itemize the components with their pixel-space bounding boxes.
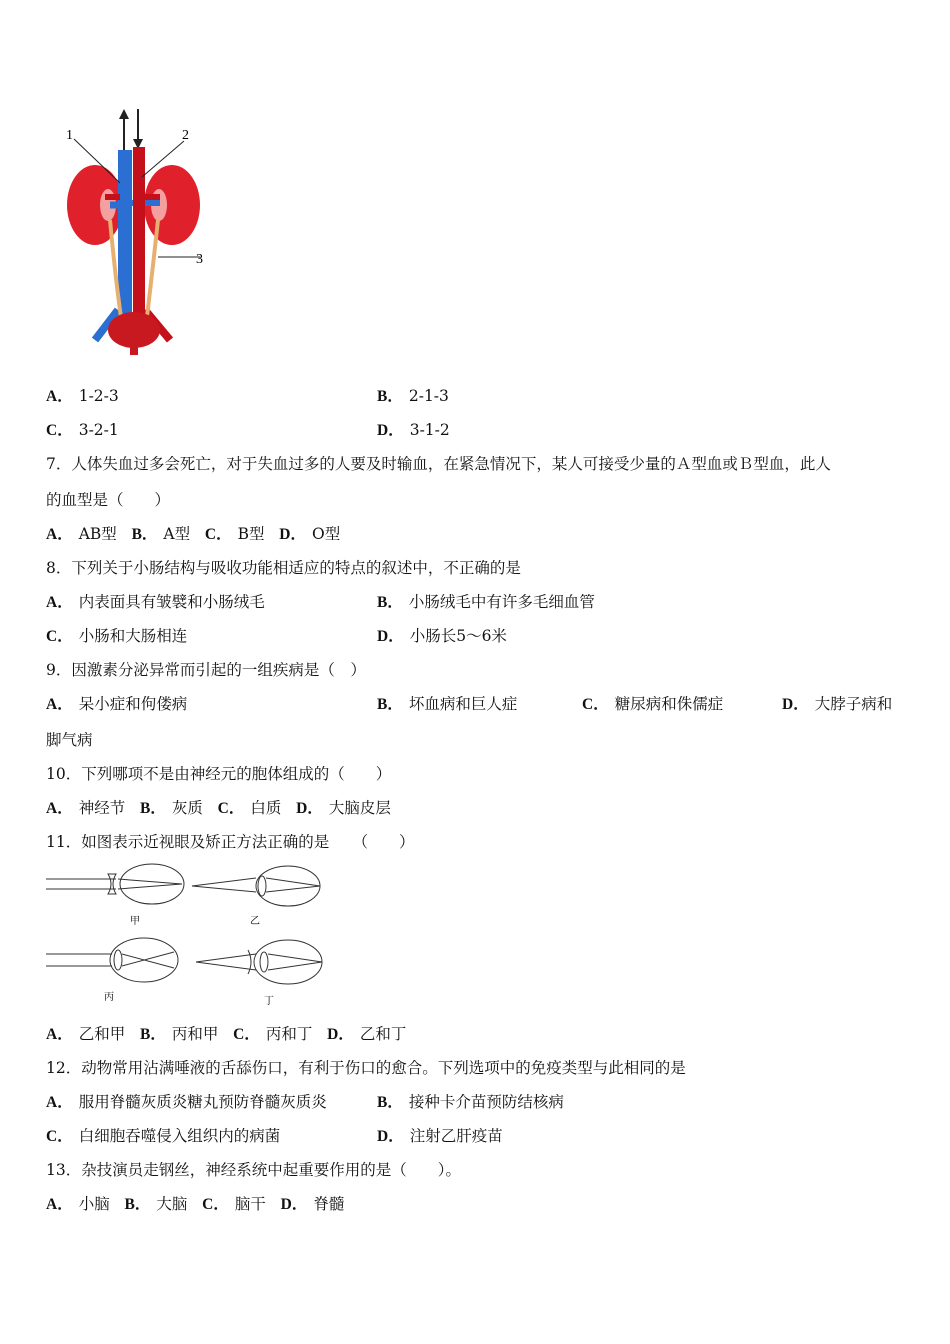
figure-label-1: 1: [66, 128, 73, 143]
q13-option-b[interactable]: B． 大脑: [124, 1195, 188, 1213]
q8-option-d[interactable]: D． 小肠长5～6米: [377, 627, 507, 645]
q11-option-b[interactable]: B． 丙和甲: [140, 1025, 219, 1043]
eye-label-ding: 丁: [264, 996, 274, 1007]
q9-stem: 9．因激素分泌异常而引起的一组疾病是（ ）: [46, 661, 366, 679]
eye-label-bing: 丙: [104, 992, 114, 1003]
q8-option-c[interactable]: C． 小肠和大肠相连: [46, 627, 188, 645]
q10-option-a[interactable]: A． 神经节: [46, 799, 126, 817]
q12-option-a[interactable]: A． 服用脊髓灰质炎糖丸预防脊髓灰质炎: [46, 1093, 327, 1111]
q9-option-a[interactable]: A． 呆小症和佝偻病: [46, 695, 188, 713]
q12-stem: 12．动物常用沾满唾液的舌舔伤口，有利于伤口的愈合。下列选项中的免疫类型与此相同的是: [46, 1059, 686, 1077]
q11-option-a[interactable]: A． 乙和甲: [46, 1025, 126, 1043]
option-key: D．: [377, 422, 404, 439]
eye-diagram-yi: [192, 866, 320, 927]
q11-stem: 11．如图表示近视眼及矫正方法正确的是 （ ）: [46, 833, 415, 851]
q11-option-d[interactable]: D． 乙和丁: [327, 1025, 407, 1043]
option-text: 1-2-3: [78, 387, 119, 405]
q7-option-b[interactable]: B． A型: [131, 525, 191, 543]
option-text: 3-2-1: [78, 421, 119, 439]
q13-options: [46, 1194, 344, 1215]
q12-option-b[interactable]: B． 接种卡介苗预防结核病: [377, 1093, 564, 1111]
q13-option-d[interactable]: D． 脊髓: [280, 1195, 345, 1213]
q7-option-c[interactable]: C． B型: [204, 525, 265, 543]
eye-diagram-ding: [196, 940, 322, 1007]
q9-option-b[interactable]: B． 坏血病和巨人症: [377, 695, 518, 713]
eye-diagram-jia: [46, 864, 184, 927]
eye-diagram-bing: [46, 938, 178, 1003]
q8-stem: 8．下列关于小肠结构与吸收功能相适应的特点的叙述中，不正确的是: [46, 559, 521, 577]
q13-option-a[interactable]: A． 小脑: [46, 1195, 110, 1213]
q9-option-d[interactable]: D． 大脖子病和: [782, 695, 893, 713]
q10-option-d[interactable]: D． 大脑皮层: [296, 799, 391, 817]
option-key: A．: [46, 388, 73, 405]
q6-option-d[interactable]: [377, 420, 450, 441]
q10-option-c[interactable]: C． 白质: [217, 799, 282, 817]
eye-diagrams-figure: [44, 862, 334, 1012]
q7-option-a[interactable]: A． AB型: [46, 525, 117, 543]
q7-options: [46, 524, 340, 545]
q13-stem: 13．杂技演员走钢丝，神经系统中起重要作用的是（ ）。: [46, 1161, 461, 1179]
q8-option-b[interactable]: B． 小肠绒毛中有许多毛细血管: [377, 593, 595, 611]
q8-option-a[interactable]: A． 内表面具有皱襞和小肠绒毛: [46, 593, 265, 611]
q7-stem-line1: 7．人体失血过多会死亡，对于失血过多的人要及时输血，在紧急情况下，某人可接受少量的Ａ型血或Ｂ型血，此人: [46, 455, 831, 473]
q10-options: [46, 798, 391, 819]
urinary-system-figure: [60, 105, 220, 365]
q7-option-d[interactable]: D． O型: [279, 525, 341, 543]
option-key: C．: [46, 422, 73, 439]
eye-label-jia: 甲: [130, 916, 140, 927]
q7-stem-line2: 的血型是（ ）: [46, 491, 171, 509]
q9-option-d-wrap: 脚气病: [46, 731, 93, 749]
q6-option-a[interactable]: [46, 386, 119, 407]
q11-options: [46, 1024, 406, 1045]
q6-option-c[interactable]: [46, 420, 119, 441]
option-text: 2-1-3: [408, 387, 449, 405]
figure-label-2: 2: [182, 128, 189, 143]
q6-option-b[interactable]: [377, 386, 449, 407]
eye-label-yi: 乙: [250, 916, 260, 927]
option-text: 3-1-2: [409, 421, 450, 439]
option-key: B．: [377, 388, 403, 405]
q9-option-c[interactable]: C． 糖尿病和侏儒症: [582, 695, 724, 713]
q10-option-b[interactable]: B． 灰质: [140, 799, 203, 817]
q13-option-c[interactable]: C． 脑干: [202, 1195, 266, 1213]
q10-stem: 10．下列哪项不是由神经元的胞体组成的（ ）: [46, 765, 392, 783]
figure-label-3: 3: [196, 252, 203, 267]
q12-option-d[interactable]: D． 注射乙肝疫苗: [377, 1127, 503, 1145]
q12-option-c[interactable]: C． 白细胞吞噬侵入组织内的病菌: [46, 1127, 281, 1145]
q11-option-c[interactable]: C． 丙和丁: [233, 1025, 313, 1043]
